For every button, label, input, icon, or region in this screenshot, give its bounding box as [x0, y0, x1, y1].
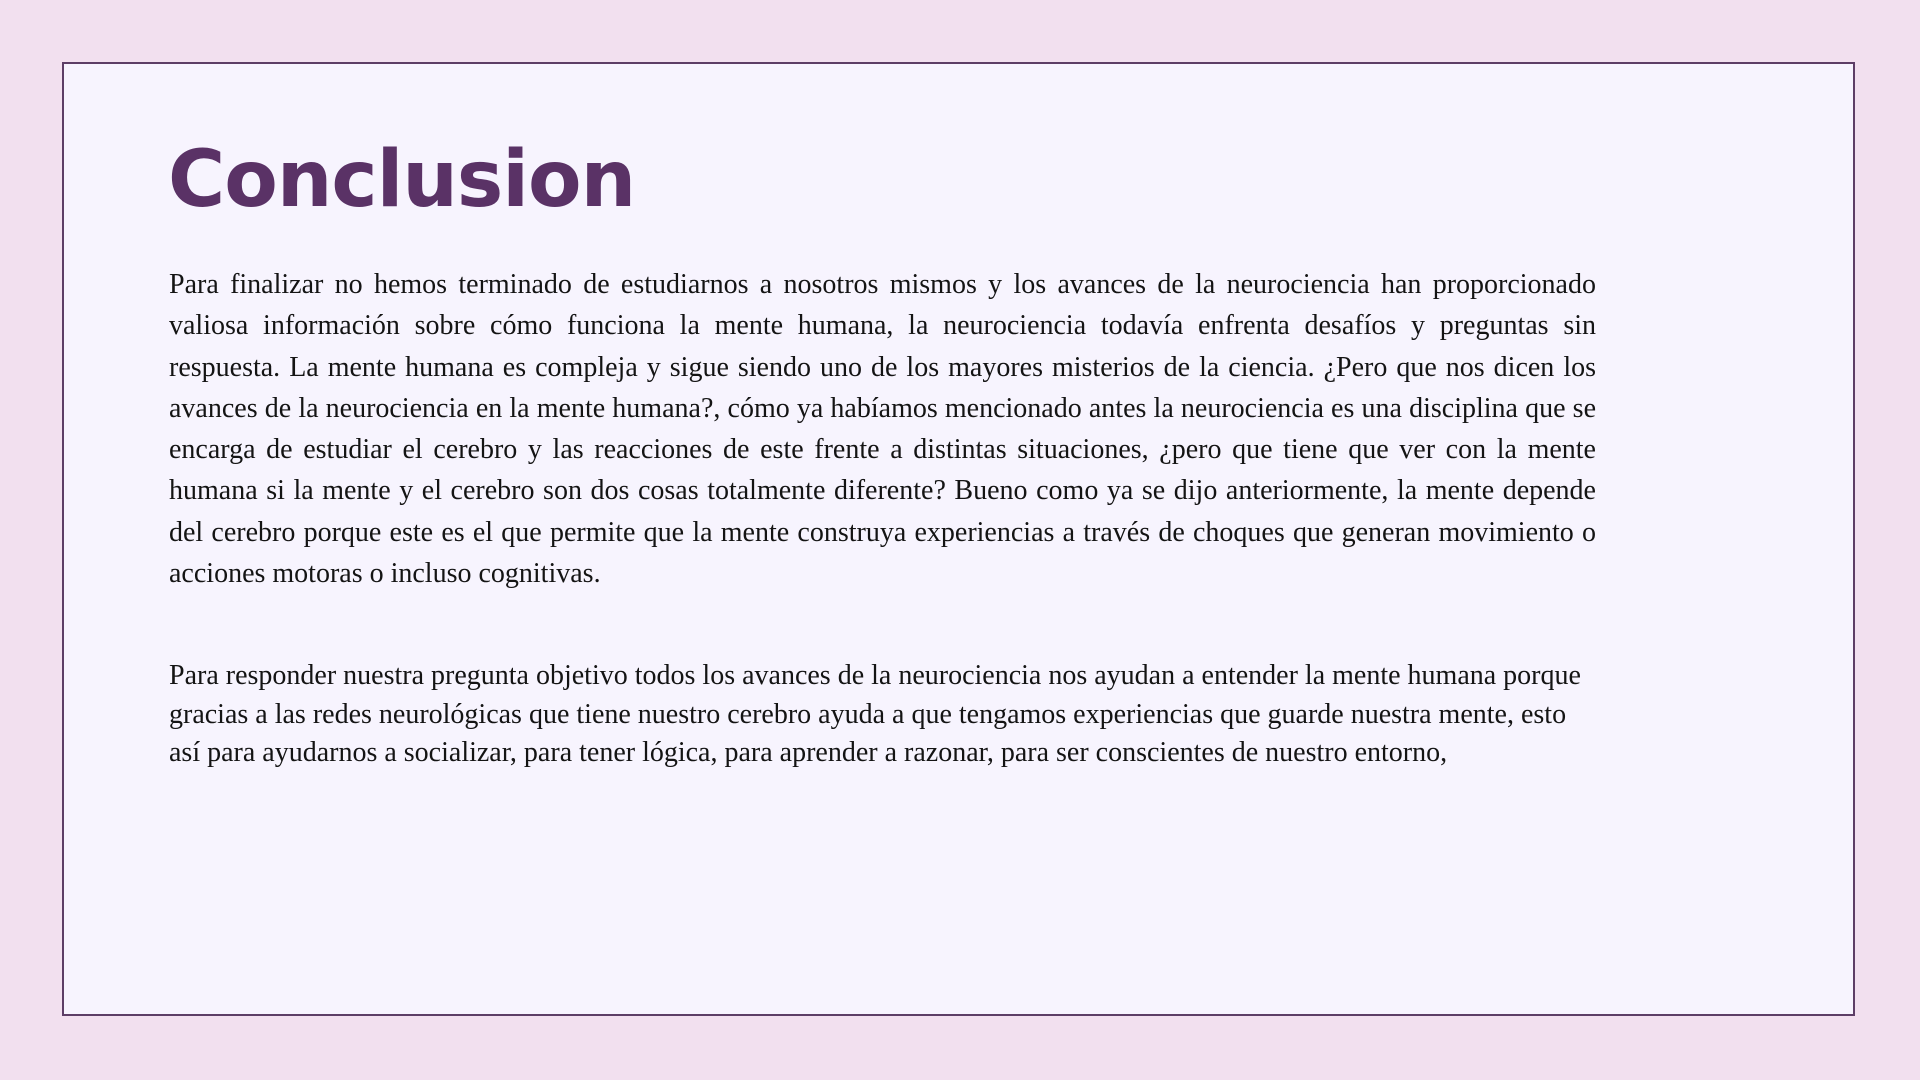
body-paragraph-1: Para finalizar no hemos terminado de estudiarnos a nosotros mismos y los avances de la neurociencia han proporcionado valiosa información sobre cómo funciona la mente humana, la neurociencia todavía enfrenta desafíos y preguntas sin respuesta. La mente humana es compleja y sigue siendo uno de los mayores misterios de la ciencia. ¿Pero que nos dicen los avances de la neurociencia en la mente humana?, cómo ya habíamos mencionado antes la neurociencia es una disciplina que se encarga de estudiar el cerebro y las reacciones de este frente a distintas situaciones, ¿pero que tiene que ver con la mente humana si la mente y el cerebro son dos cosas totalmente diferente? Bueno como ya se dijo anteriormente, la mente depende del cerebro porque este es el que permite que la mente construya experiencias a través de choques que generan movimiento o acciones motoras o incluso cognitivas. [169, 269, 1596, 590]
slide-frame [62, 62, 1855, 1016]
body-paragraph-2: Para responder nuestra pregunta objetivo todos los avances de la neurociencia nos ayudan a entender la mente humana porque gracias a las redes neurológicas que tiene nuestro cerebro ayuda a que tengamos experiencias que guarde nuestra mente, esto así para ayudarnos a socializar, para tener lógica, para aprender a razonar, para ser conscientes de nuestro entorno, [169, 660, 1581, 769]
slide-title: Conclusion [168, 135, 636, 225]
